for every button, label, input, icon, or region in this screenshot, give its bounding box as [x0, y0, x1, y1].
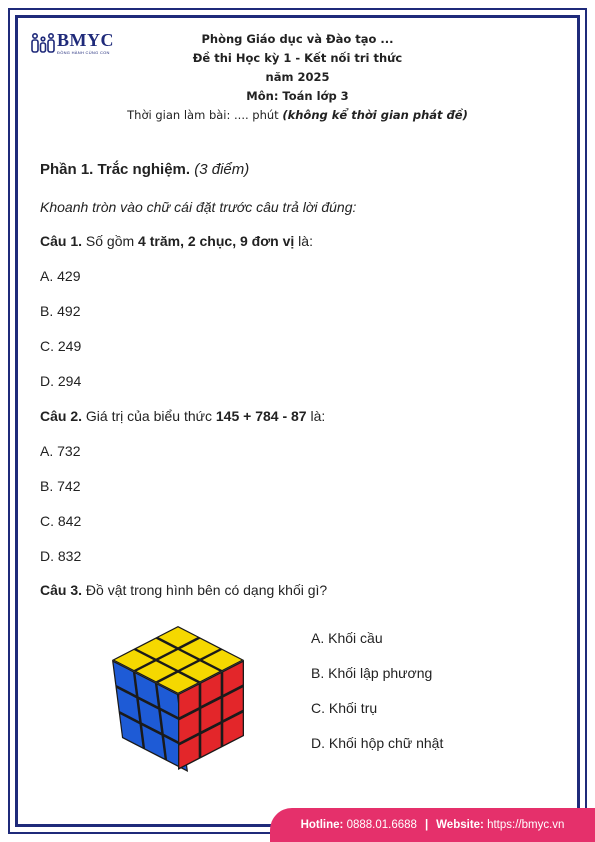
- website-label: Website:: [436, 819, 484, 831]
- q2-option-a[interactable]: A. 732: [40, 443, 81, 459]
- instruction: [40, 199, 356, 215]
- section-points: (3 điểm): [194, 161, 250, 178]
- time-note: (không kể thời gian phát đề): [282, 108, 468, 122]
- q1-option-a[interactable]: A. 429: [40, 268, 81, 284]
- q2-option-c[interactable]: C. 842: [40, 513, 82, 529]
- header-time: [0, 106, 595, 125]
- header-year: năm 2025: [265, 70, 330, 84]
- question-bold: 145 + 784 - 87: [215, 408, 307, 424]
- q3-option-d[interactable]: D. Khối hộp chữ nhật: [311, 735, 444, 751]
- header-department: Phòng Giáo dục và Đào tạo ...: [201, 32, 394, 46]
- logo-tagline: ĐỒNG HÀNH CÙNG CON: [57, 50, 110, 55]
- question-label: Câu 1.: [40, 233, 83, 249]
- footer-separator: |: [424, 819, 429, 831]
- question-1: [40, 233, 313, 249]
- question-label: Câu 2.: [40, 408, 83, 424]
- footer-banner: [270, 808, 595, 842]
- question-bold: 4 trăm, 2 chục, 9 đơn vị: [138, 233, 295, 249]
- q2-option-d[interactable]: D. 832: [40, 548, 82, 564]
- section-title: [40, 161, 249, 178]
- q3-option-a[interactable]: A. Khối cầu: [311, 630, 383, 646]
- logo-name: BMYC: [57, 30, 114, 50]
- q1-option-b[interactable]: B. 492: [40, 303, 81, 319]
- time-prefix: Thời gian làm bài: .... phút: [127, 108, 283, 122]
- hotline-value[interactable]: 0888.01.6688: [346, 819, 417, 831]
- website-link[interactable]: https://bmyc.vn: [487, 819, 565, 831]
- header-subject: Môn: Toán lớp 3: [246, 89, 349, 103]
- q1-option-d[interactable]: D. 294: [40, 373, 82, 389]
- instruction-text: Khoanh tròn vào chữ cái đặt trước câu trả lời đúng:: [40, 199, 357, 215]
- exam-header: [0, 30, 595, 125]
- rubik-cube-icon: [108, 622, 248, 772]
- question-text-end: là:: [294, 233, 313, 249]
- question-text: Đồ vật trong hình bên có dạng khối gì?: [82, 582, 328, 598]
- hotline-label: Hotline:: [300, 819, 344, 831]
- q2-option-b[interactable]: B. 742: [40, 478, 81, 494]
- question-label: Câu 3.: [40, 582, 83, 598]
- section-title-text: Phần 1. Trắc nghiệm.: [40, 161, 191, 178]
- question-3: [40, 582, 327, 598]
- question-2: [40, 408, 325, 424]
- question-text-end: là:: [306, 408, 326, 424]
- q3-option-b[interactable]: B. Khối lập phương: [311, 665, 433, 681]
- question-text: Giá trị của biểu thức: [82, 408, 216, 424]
- q1-option-c[interactable]: C. 249: [40, 338, 82, 354]
- q3-option-c[interactable]: C. Khối trụ: [311, 700, 378, 716]
- question-text: Số gồm: [82, 233, 139, 249]
- header-exam-title: Đề thi Học kỳ 1 - Kết nối tri thức: [192, 51, 403, 65]
